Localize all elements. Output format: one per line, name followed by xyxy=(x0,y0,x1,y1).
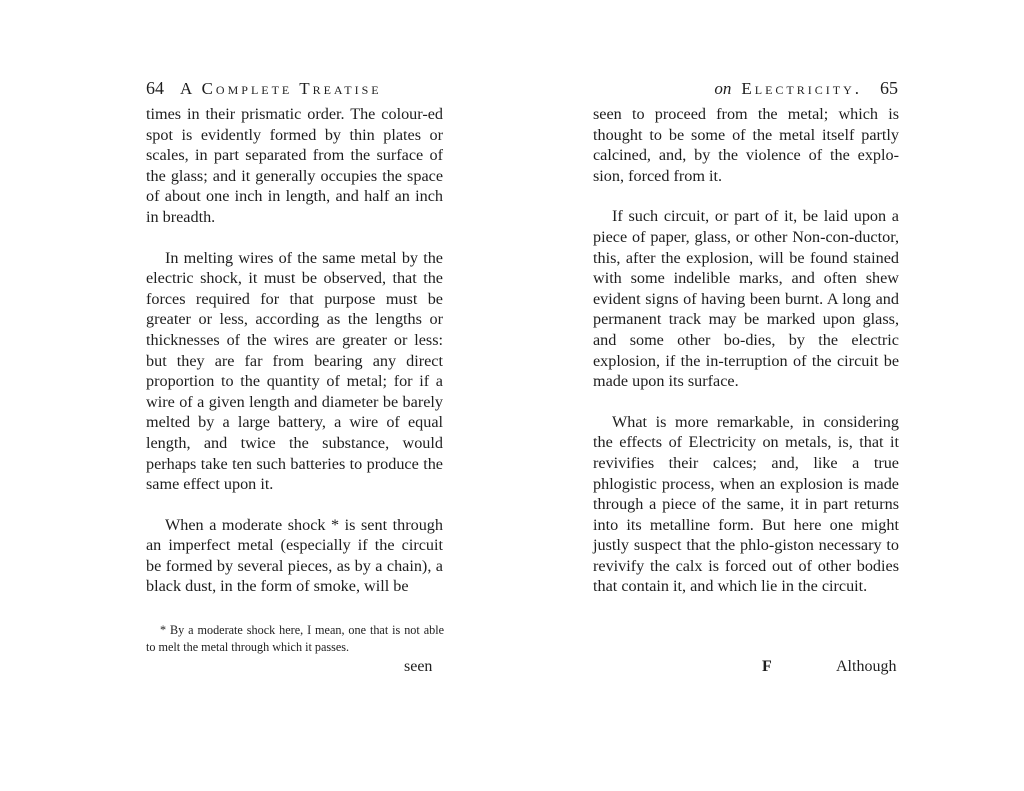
catchword-left: seen xyxy=(404,658,433,675)
running-title-left: A Complete Treatise xyxy=(180,79,382,98)
running-title-right: Electricity. xyxy=(741,79,862,98)
running-title-prefix: on xyxy=(714,79,732,98)
paragraph: times in their prismatic order. The colour-ed spot is evidently formed by thin plates or scales, in part separated from the surface of the glass; and it generally occupies the space of about one inch in length, and half an inch in breadth. xyxy=(146,105,443,226)
right-page xyxy=(512,0,1024,791)
paragraph: seen to proceed from the metal; which is thought to be some of the metal itself partly calcined, and, by the violence of the explo-sion, forced from it. xyxy=(593,105,899,185)
running-head-right xyxy=(596,78,898,102)
running-head-left xyxy=(146,78,446,102)
catchword-right: Although xyxy=(836,658,897,675)
paragraph: If such circuit, or part of it, be laid upon a piece of paper, glass, or other Non-con-ductor, this, after the explosion, will be found stained with some indelible marks, and often shew evident signs of having been burnt. A long and permanent track may be marked upon glass, and some other bo-dies, by the electric explosion, if the in-terruption of the circuit be made upon its surface. xyxy=(593,207,899,391)
body-text-right xyxy=(593,104,899,597)
paragraph: What is more remarkable, in considering the effects of Electricity on metals, is, that it revivifies their calces; and, like a true phlogistic process, when an explosion is made through a piece of the same, it in part returns into its metalline form. But here one might justly suspect that the phlo-giston necessary to revivify the calx is forced out of other bodies that contain it, and which lie in the circuit. xyxy=(593,412,899,596)
page-number-left: 64 xyxy=(146,78,164,98)
paragraph: When a moderate shock * is sent through an imperfect metal (especially if the circuit be formed by several pieces, as by a chain), a black dust, in the form of smoke, will be xyxy=(146,515,443,596)
footnote: * By a moderate shock here, I mean, one that is not able to melt the metal through which it passes. xyxy=(146,623,444,654)
paragraph: In melting wires of the same metal by the electric shock, it must be observed, that the forces required for that purpose must be greater or less, according as the lengths or thicknesses of the wires are greater or less: but they are far from bearing any direct proportion to the quantity of metal; for if a wire of a given length and diameter be barely melted by a large battery, a wire of equal length, and twice the substance, would perhaps take ten such batteries to produce the same effect upon it. xyxy=(146,248,443,494)
page-number-right: 65 xyxy=(880,78,898,98)
signature-mark: F xyxy=(762,658,772,675)
body-text-left xyxy=(146,104,443,597)
